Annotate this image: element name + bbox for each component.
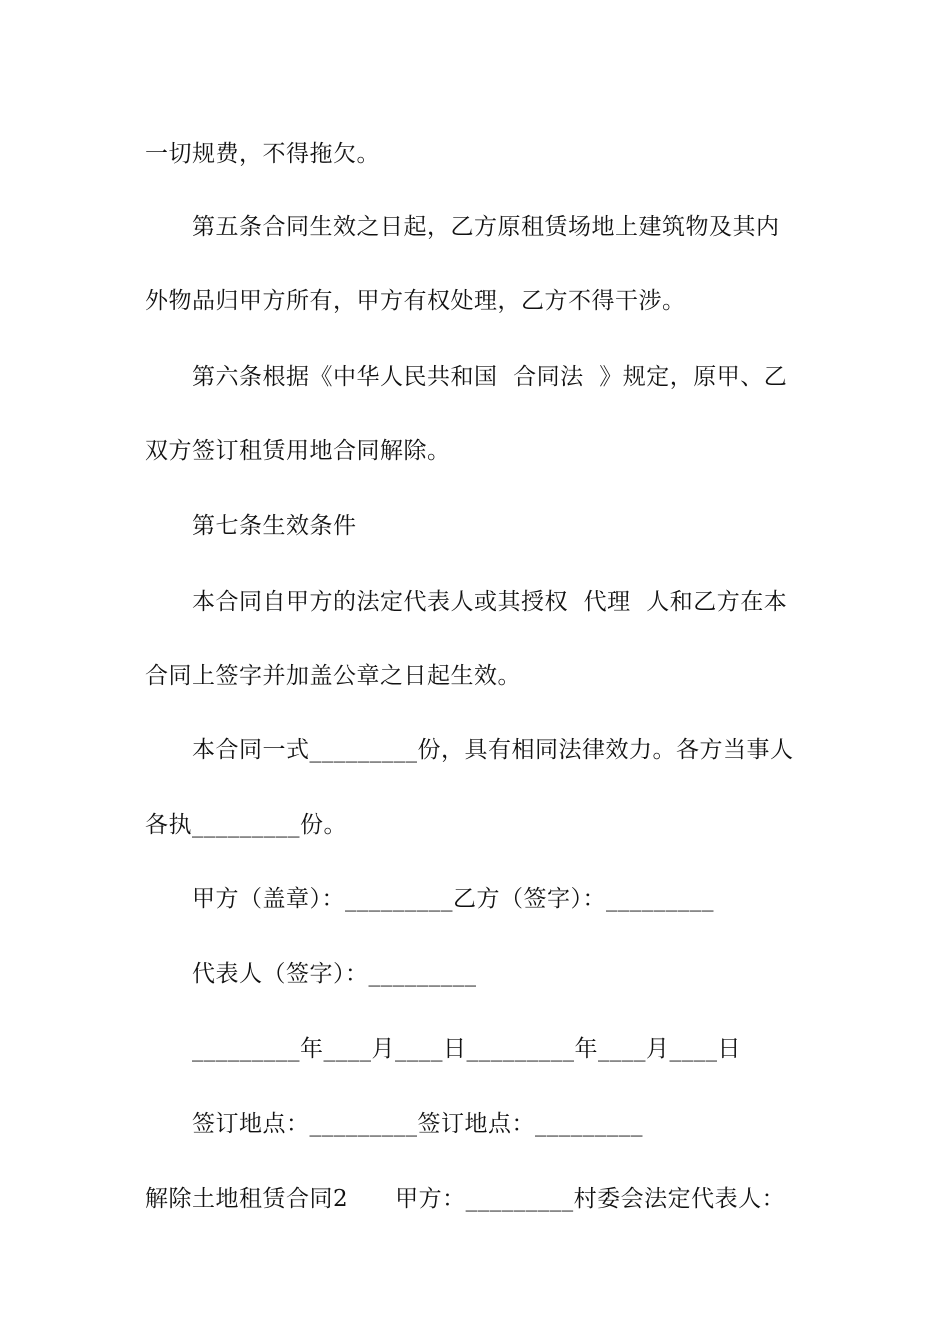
copies-line-1: 本合同一式_________份，具有相同法律效力。各方当事人: [192, 737, 794, 763]
article-7-heading: 第七条生效条件: [192, 513, 357, 539]
signing-place-line: 签订地点：_________签订地点：_________: [192, 1111, 643, 1137]
article-7-line-2: 合同上签字并加盖公章之日起生效。: [145, 663, 521, 689]
article-6-line-2: 双方签订租赁用地合同解除。: [145, 438, 451, 464]
article-5-line-1: 第五条合同生效之日起，乙方原租赁场地上建筑物及其内: [192, 214, 780, 240]
article-6-line-1: 第六条根据《中华人民共和国 合同法 》规定，原甲、乙: [192, 364, 788, 390]
next-contract-heading-line: 解除土地租赁合同2 甲方：_________村委会法定代表人：: [145, 1186, 786, 1212]
date-line: _________年____月____日_________年____月____日: [192, 1036, 741, 1062]
article-5-line-2: 外物品归甲方所有，甲方有权处理，乙方不得干涉。: [145, 288, 686, 314]
text-line: 一切规费，不得拖欠。: [145, 141, 380, 167]
party-signature-line: 甲方（盖章）：_________乙方（签字）：_________: [192, 886, 714, 912]
copies-line-2: 各执_________份。: [145, 812, 347, 838]
article-7-line-1: 本合同自甲方的法定代表人或其授权 代理 人和乙方在本: [192, 589, 788, 615]
representative-signature-line: 代表人（签字）：_________: [192, 961, 477, 987]
